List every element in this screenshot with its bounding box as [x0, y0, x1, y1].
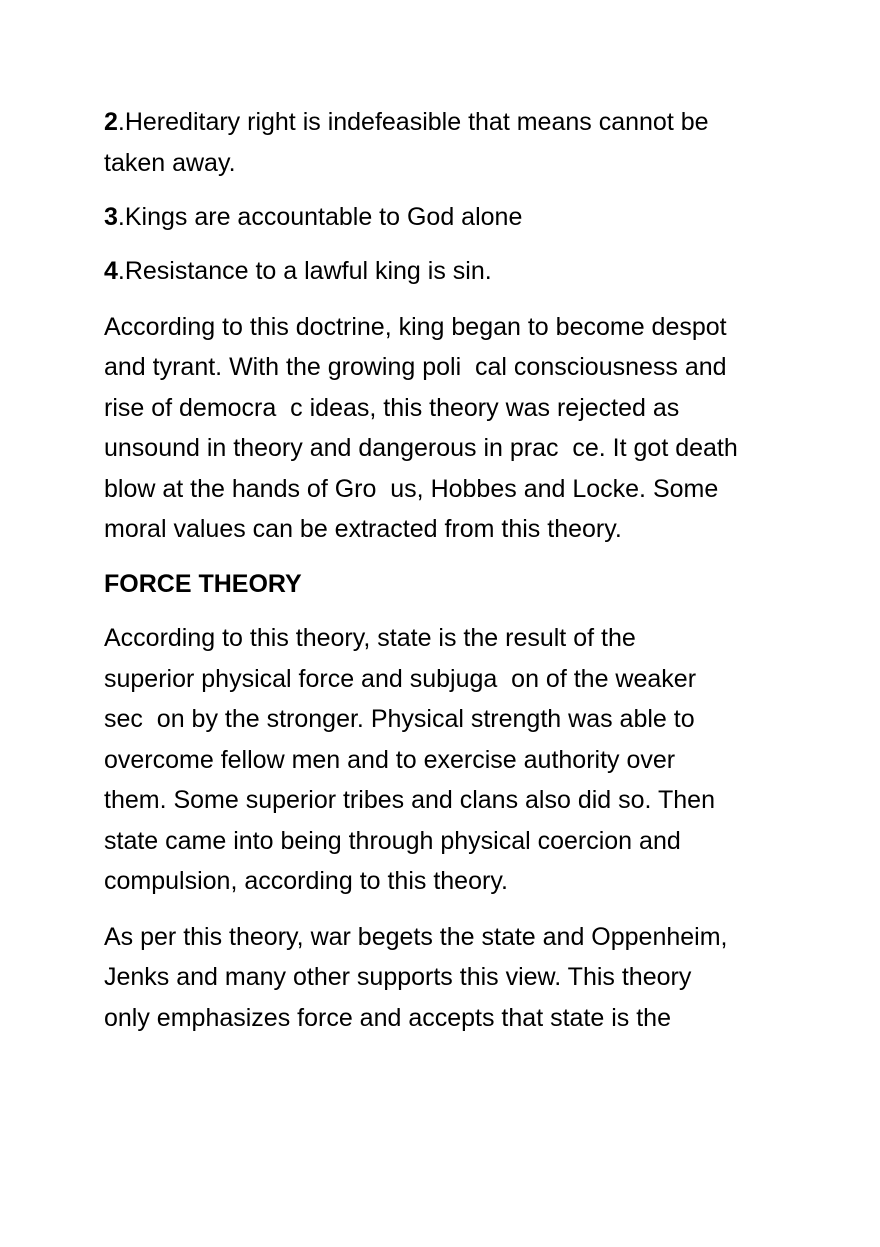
paragraph-2-line: sec on by the stronger. Physical strength was able to	[104, 705, 695, 733]
paragraph-3-line: only emphasizes force and accepts that state is the	[104, 1004, 671, 1032]
paragraph-1-line: blow at the hands of Gro us, Hobbes and Locke. Some	[104, 475, 719, 503]
paragraph-1-line: According to this doctrine, king began to become despot	[104, 313, 727, 341]
list-item-text: .Resistance to a lawful king is sin.	[117, 257, 492, 285]
paragraph-2-line: state came into being through physical coercion and	[104, 827, 681, 855]
list-item-text: .Hereditary right is indefeasible that means cannot be	[117, 108, 709, 136]
list-item-4-line-1	[104, 256, 492, 286]
list-item-3-line-1	[104, 202, 522, 232]
list-item-text: .Kings are accountable to God alone	[117, 203, 523, 231]
list-item-2-line-2: taken away.	[104, 149, 236, 177]
paragraph-2-line: According to this theory, state is the result of the	[104, 624, 636, 652]
list-item-2-line-1	[104, 107, 709, 137]
paragraph-2-line: them. Some superior tribes and clans also did so. Then	[104, 786, 715, 814]
list-item-number: 3	[104, 203, 118, 231]
paragraph-2-line: overcome fellow men and to exercise authority over	[104, 746, 676, 774]
paragraph-3-line: As per this theory, war begets the state and Oppenheim,	[104, 923, 728, 951]
paragraph-1-line: rise of democra c ideas, this theory was rejected as	[104, 394, 680, 422]
paragraph-2-line: superior physical force and subjuga on of the weaker	[104, 665, 697, 693]
paragraph-1-line: moral values can be extracted from this theory.	[104, 515, 622, 543]
section-heading: FORCE THEORY	[104, 570, 302, 598]
paragraph-2-line: compulsion, according to this theory.	[104, 867, 508, 895]
paragraph-3-line: Jenks and many other supports this view. This theory	[104, 963, 692, 991]
paragraph-1-line: unsound in theory and dangerous in prac ce. It got death	[104, 434, 738, 462]
list-item-number: 2	[104, 108, 118, 136]
paragraph-1-line: and tyrant. With the growing poli cal consciousness and	[104, 353, 727, 381]
list-item-number: 4	[104, 257, 118, 285]
